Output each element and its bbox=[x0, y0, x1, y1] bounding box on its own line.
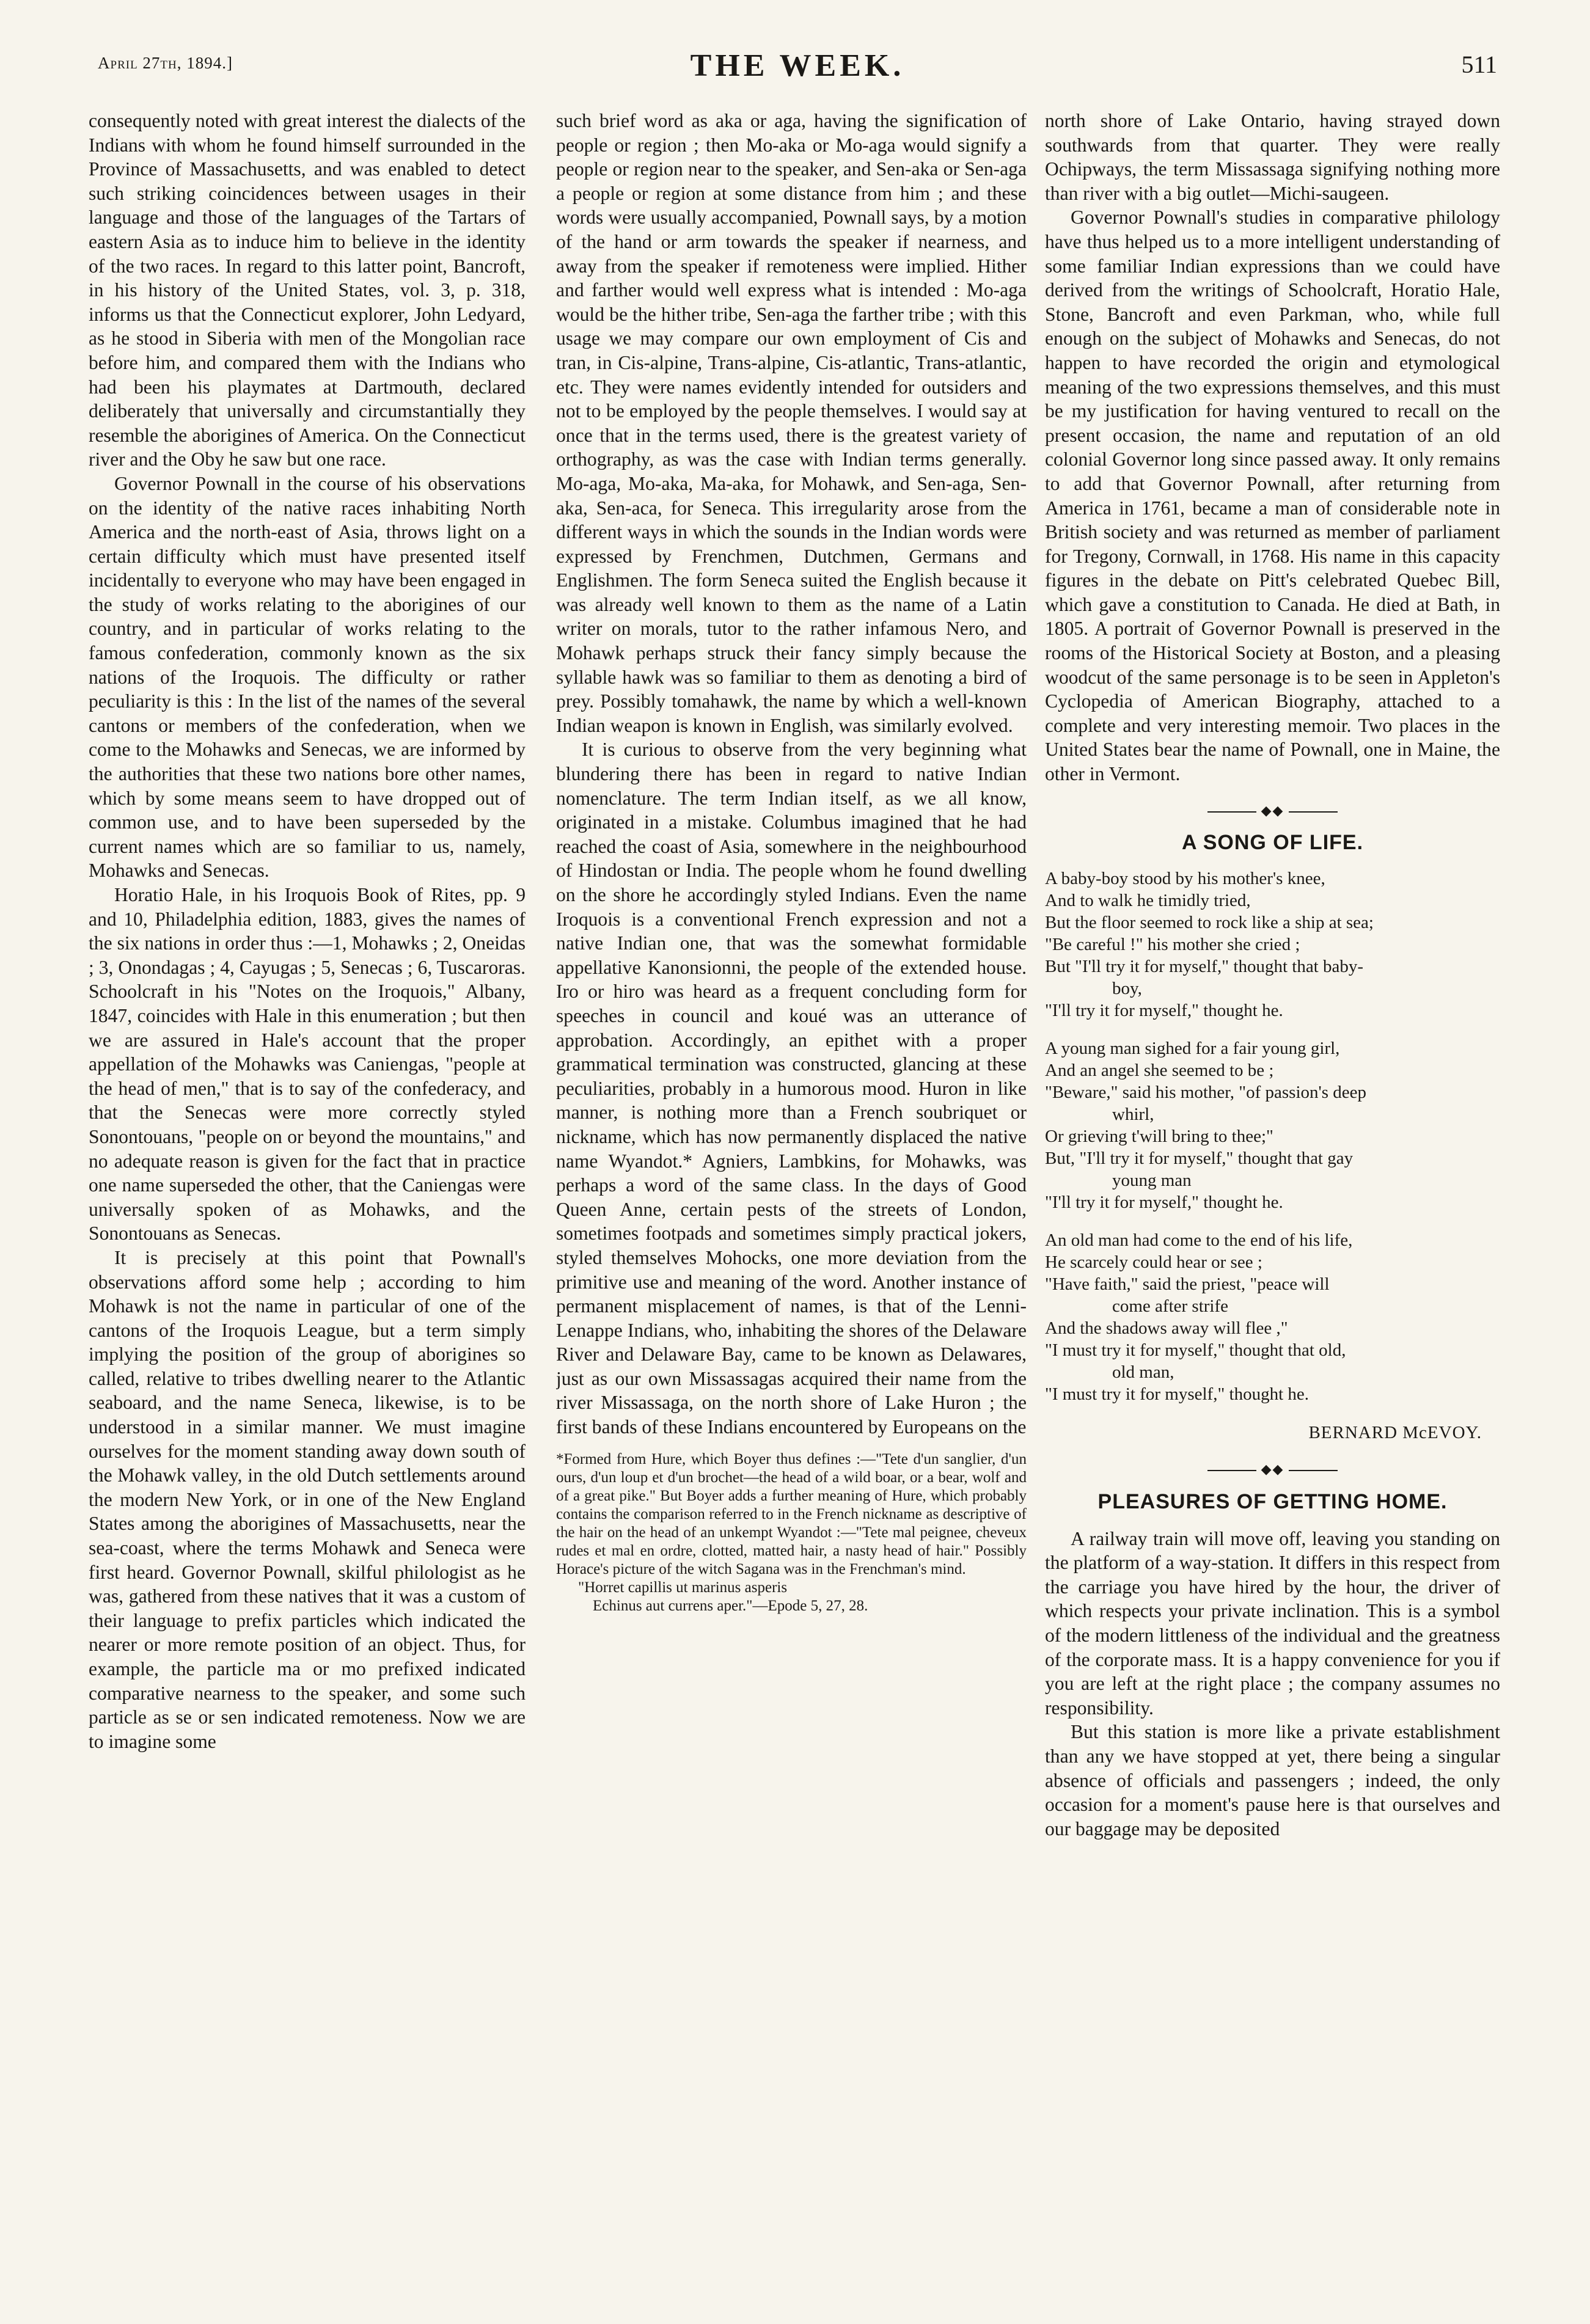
poem-line: An old man had come to the end of his life, bbox=[1045, 1230, 1353, 1250]
paragraph: such brief word as aka or aga, having the signification of people or region ; then Mo-aka or Mo-aga would signify a people or region near to the speaker, and Sen-aka or Sen-aga a people or region at some distance from him ; and these words were usually accompanied, Pownall says, by a motion of the hand or arm towards the speaker if nearness, and away from the speaker if remoteness were implied. Hither and farther would well express what is intended : Mo-aga would be the hither tribe, Sen-aga the farther tribe ; with this usage we may compare our own employment of Cis and tran, in Cis-alpine, Trans-alpine, Cis-atlantic, Trans-atlantic, etc. They were names evidently intended for outsiders and not to be employed by the people themselves. I would say at once that in the terms used, there is the greatest variety of orthography, as was the case with Indian terms generally. Mo-aga, Mo-aka, Ma-aka, for Mohawk, and Sen-aga, Sen-aka, Sen-aca, for Seneca. This irregularity arose from the different ways in which the sounds in the Indian words were expressed by Frenchmen, Dutchmen, Germans and Englishmen. The form Seneca suited the English because it was already well known to them as the name of a Latin writer on morals, tutor to the rather infamous Nero, and Mohawk perhaps struck their fancy simply because the syllable hawk was so familiar to them as denoting a bird of prey. Possibly tomahawk, the name by which a well-known Indian weapon is known in English, was similarly evolved. bbox=[556, 110, 1027, 736]
poem-line: Or grieving t'will bring to thee;" bbox=[1045, 1126, 1273, 1146]
publication-title: THE WEEK. bbox=[690, 48, 905, 83]
poem-stanza bbox=[1045, 1229, 1500, 1405]
poem-line: "I'll try it for myself," thought he. bbox=[1045, 1192, 1283, 1212]
issue-date: April 27th, 1894.] bbox=[98, 54, 233, 72]
page-number: 511 bbox=[1461, 51, 1497, 78]
poem-line: But the floor seemed to rock like a ship at sea; bbox=[1045, 912, 1374, 932]
paragraph: It is precisely at this point that Pownall's observations afford some help ; according to him Mohawk is not the name in particular of one of the cantons of the Iroquois League, but a term simply implying the position of the group of aborigines so called, relative to tribes dwelling nearer to the Atlantic seaboard, and the name Seneca, likewise, is to be understood in a similar manner. We must imagine ourselves for the moment standing away down south of the Mohawk valley, in the old Dutch settlements around the modern New York, or in one of the New England States among the aborigines of Massachusetts, near the sea-coast, where the terms Mohawk and Seneca were first heard. Governor Pownall, skilful philologist as he was, gathered from these natives that it was a custom of their language to prefix particles which indicated the nearer or more remote position of an object. Thus, for example, the particle ma or mo prefixed indicated comparative nearness to the speaker, and some such particle as se or sen indicated remoteness. Now we are to imagine some bbox=[89, 1246, 526, 1752]
poem-line: A baby-boy stood by his mother's knee, bbox=[1045, 868, 1325, 888]
essay-title: PLEASURES OF GETTING HOME. bbox=[1097, 1490, 1448, 1513]
poem-line: "Have faith," said the priest, "peace will bbox=[1045, 1274, 1330, 1294]
paragraph: A railway train will move off, leaving you standing on the platform of a way-station. It differs in this respect from the carriage you have hired by the hour, the driver of which respects your private inclination. This is a symbol of the modern littleness of the individual and the greatness of the corporate mass. It is a happy convenience for you if you are left at the right place ; the company assumes no responsibility. bbox=[1045, 1527, 1500, 1719]
page-header bbox=[98, 48, 1497, 90]
poem-line: And the shadows away will flee ," bbox=[1045, 1318, 1288, 1338]
section-divider: ◆◆ bbox=[1045, 1457, 1500, 1482]
poem-stanza bbox=[1045, 868, 1500, 1021]
poem-line: He scarcely could hear or see ; bbox=[1045, 1252, 1262, 1272]
section-divider: ◆◆ bbox=[1045, 798, 1500, 823]
poem-line: "I must try it for myself," thought he. bbox=[1045, 1384, 1310, 1404]
column-3 bbox=[1045, 109, 1500, 2284]
poem-line: And to walk he timidly tried, bbox=[1045, 890, 1251, 910]
poem-line: A young man sighed for a fair young girl, bbox=[1045, 1038, 1340, 1058]
column-1 bbox=[89, 109, 526, 2284]
poem-line: whirl, bbox=[1112, 1104, 1154, 1124]
footnote-quote-line: Echinus aut currens aper."—Epode 5, 27, 28. bbox=[593, 1597, 868, 1614]
poem-line: But "I'll try it for myself," thought that baby- bbox=[1045, 956, 1364, 976]
poem-line: "I'll try it for myself," thought he. bbox=[1045, 1000, 1283, 1020]
poem-line: But, "I'll try it for myself," thought that gay bbox=[1045, 1148, 1354, 1168]
poem-line: boy, bbox=[1112, 978, 1142, 998]
paragraph: But this station is more like a private establishment than any we have stopped at yet, there being a singular absence of officials and passengers ; indeed, the only occasion for a moment's pause here is that ourselves and our baggage may be deposited bbox=[1045, 1721, 1500, 1840]
footnote bbox=[556, 1450, 1027, 1615]
column-2 bbox=[556, 109, 1027, 2284]
paragraph: consequently noted with great interest the dialects of the Indians with whom he found himself surrounded in the Province of Massachusetts, and was enabled to detect such striking coincidences between usages in their language and those of the languages of the Tartars of eastern Asia as to induce him to believe in the identity of the two races. In regard to this latter point, Bancroft, in his history of the United States, vol. 3, p. 318, informs us that the Connecticut explorer, John Ledyard, as he stood in Siberia with men of the Mongolian race before him, and compared them with the Indians who had been his playmates at Dartmouth, declared deliberately that universally and circumstantially they resemble the aborigines of America. On the Connecticut river and the Oby he saw but one race. bbox=[89, 110, 526, 470]
poem-line: "Beware," said his mother, "of passion's deep bbox=[1045, 1082, 1367, 1102]
poem-title: A SONG OF LIFE. bbox=[1181, 831, 1364, 855]
paragraph: Governor Pownall in the course of his observations on the identity of the native races inhabiting North America and the north-east of Asia, throws light on a certain difficulty which must have presented itself incidentally to everyone who may have been engaged in the study of works relating to the aborigines of our country, and in particular of works relating to the famous confederation, commonly known as the six nations of the Iroquois. The difficulty or rather peculiarity is this : In the list of the names of the several cantons or members of the confederation, when we come to the Mohawks and Senecas, we are informed by the authorities that these two nations bore other names, which by some means seem to have dropped out of common use, and to have been superseded by the current names which are so familiar to us, namely, Mohawks and Senecas. bbox=[89, 472, 526, 882]
paragraph: Horatio Hale, in his Iroquois Book of Rites, pp. 9 and 10, Philadelphia edition, 1883, gives the names of the six nations in order thus :—1, Mohawks ; 2, Oneidas ; 3, Onondagas ; 4, Cayugas ; 5, Senecas ; 6, Tuscaroras. Schoolcraft in his "Notes on the Iroquois," Albany, 1847, coincides with Hale in this enumeration ; but then we are assured in Hale's account that the proper appellation of the Mohawks was Caniengas, "people at the head of men," that is to say of the confederacy, and that the Senecas were more correctly styled Sonontouans, "people on or beyond the mountains," and no adequate reason is given for the fact that in practice one name superseded the other, that the Caniengas were universally spoken of as Mohawks, and the Sonontouans as Senecas. bbox=[89, 884, 526, 1244]
poem-line: "Be careful !" his mother she cried ; bbox=[1045, 934, 1300, 954]
poem-line: young man bbox=[1112, 1170, 1192, 1190]
paragraph: Governor Pownall's studies in comparative philology have thus helped us to a more intelligent understanding of some familiar Indian expressions than we could have derived from the writings of Schoolcraft, Horatio Hale, Stone, Bancroft and even Parkman, who, while full enough on the subject of Mohawks and Senecas, do not happen to have recorded the origin and etymological meaning of the two expressions themselves, and this must be my justification for having ventured to recall on the present occasion, the name and reputation of an old colonial Governor long since passed away. It only remains to add that Governor Pownall, after returning from America in 1761, became a man of considerable note in British society and was returned as member of parliament for Tregony, Cornwall, in 1768. His name in this capacity figures in the debate on Pitt's celebrated Quebec Bill, which gave a constitution to Canada. He died at Bath, in 1805. A portrait of Governor Pownall is preserved in the rooms of the Historical Society at Boston, and a pleasing woodcut of the same personage is to be seen in Appleton's Cyclopedia of American Biography, attached to a complete and very interesting memoir. Two places in the United States bear the name of Pownall, one in Maine, the other in Vermont. bbox=[1045, 206, 1500, 785]
poem-line: come after strife bbox=[1112, 1296, 1229, 1316]
paragraph: north shore of Lake Ontario, having strayed down southwards from that quarter. They were really Ochipways, the term Missassaga signifying nothing more than river with a big outlet—Michi-saugeen. bbox=[1045, 110, 1500, 204]
poem-line: old man, bbox=[1112, 1362, 1174, 1382]
paragraph: It is curious to observe from the very beginning what blundering there has been in regard to native Indian nomenclature. The term Indian itself, as we all know, originated in a mistake. Columbus imagined that he had reached the coast of Asia, somewhere in the neighbourhood of Hindostan or India. The people whom he found dwelling on the shore he accordingly styled Indians. Even the name Iroquois is a conventional French expression and not a native Indian one, that was the somewhat formidable appellative Kanonsionni, the people of the extended house. Iro or hiro was heard as a frequent concluding form for speeches in council and koué was an utterance of approbation. Accordingly, an epithet with a proper grammatical termination was constructed, glancing at these peculiarities, probably in a humorous mood. Huron in like manner, is nothing more than a French soubriquet or nickname, which has now permanently displaced the native name Wyandot.* Agniers, Lambkins, for Mohawks, was perhaps a word of the same class. In the days of Good Queen Anne, certain pests of the streets of London, sometimes footpads and sometimes simply practical jokers, styled themselves Mohocks, one more deviation from the primitive use and meaning of the word. Another instance of permanent misplacement of names, is that of the Lenni-Lenappe Indians, who, inhabiting the shores of the Delaware River and Delaware Bay, came to be known as Delawares, just as our own Missassagas acquired their name from the river Missassaga, on the north shore of Lake Huron ; the first bands of these Indians encountered by Europeans on the bbox=[556, 739, 1027, 1438]
poem-stanza bbox=[1045, 1037, 1500, 1213]
footnote-text: *Formed from Hure, which Boyer thus defines :—"Tete d'un sanglier, d'un ours, d'un loup et d'un brochet—the head of a wild boar, or a bear, wolf and of a great pike." But Boyer adds a further meaning of Hure, which probably contains the comparison referred to in the French nickname as descriptive of the hair on the head of an unkempt Wyandot :—"Tete mal peignee, cheveux rudes et mal en ordre, clotted, matted hair, a nasty head of hair." Possibly Horace's picture of the witch Sagana was in the Frenchman's mind. bbox=[556, 1450, 1027, 1577]
poem-line: And an angel she seemed to be ; bbox=[1045, 1060, 1274, 1080]
poem-author: BERNARD McEVOY. bbox=[1308, 1422, 1482, 1442]
footnote-quote-line: "Horret capillis ut marinus asperis bbox=[578, 1579, 788, 1596]
poem-line: "I must try it for myself," thought that old, bbox=[1045, 1340, 1346, 1360]
